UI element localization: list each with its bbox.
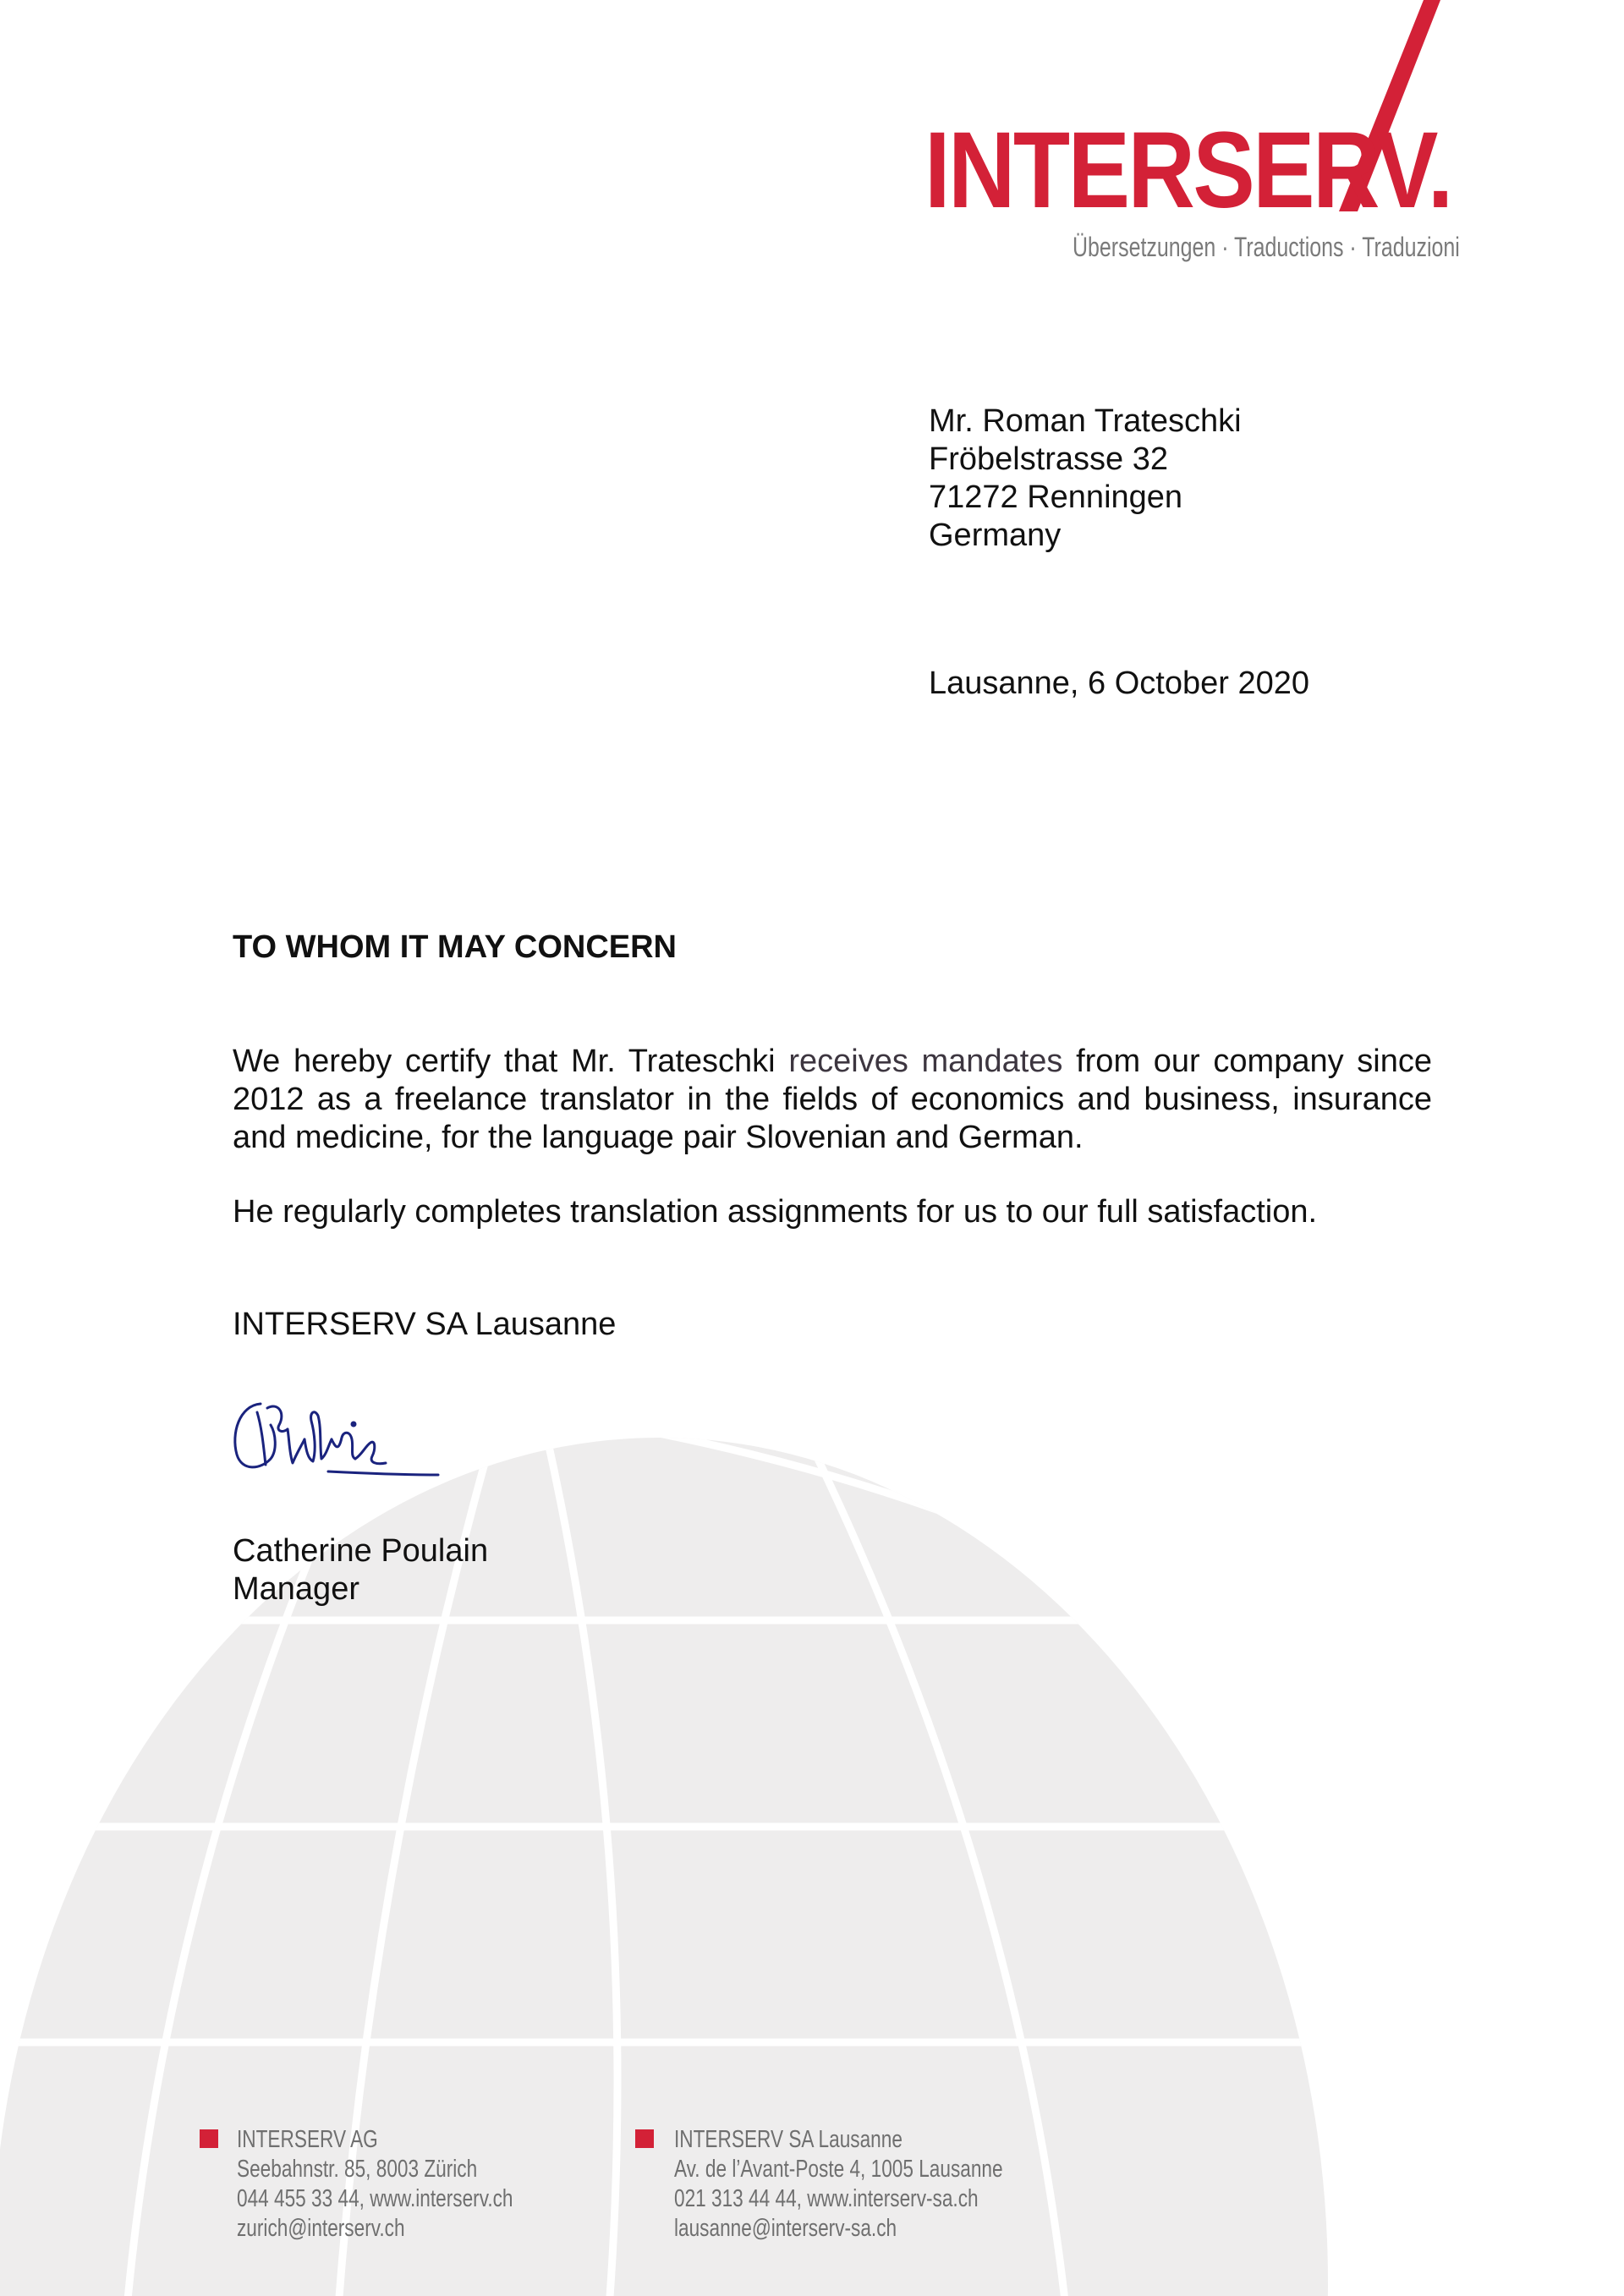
recipient-country: Germany: [929, 518, 1062, 553]
signer-name: Catherine Poulain: [233, 1533, 489, 1569]
footer-lausanne-company: INTERSERV SA Lausanne: [674, 2126, 903, 2153]
footer-zurich-email: zurich@interserv.ch: [237, 2215, 405, 2242]
body-text-end: from our company since 2012 as a freelance translator in the fields of economics and business, insurance and medicine, for the language pair Slovenian and German.: [233, 1044, 1432, 1155]
footer-zurich-phone-web: 044 455 33 44, www.interserv.ch: [237, 2185, 513, 2212]
company-logo: [918, 0, 1460, 279]
signer-title: Manager: [233, 1571, 359, 1607]
body-text-highlight: receives mandates: [788, 1044, 1063, 1079]
signature-image: [227, 1387, 447, 1488]
footer-lausanne-email: lausanne@interserv-sa.ch: [674, 2215, 897, 2242]
recipient-street: Fröbelstrasse 32: [929, 441, 1169, 477]
footer-lausanne-address: Av. de l’Avant-Poste 4, 1005 Lausanne: [674, 2156, 1003, 2183]
recipient-name: Mr. Roman Trateschki: [929, 403, 1242, 439]
body-paragraph-1: [233, 1043, 1432, 1157]
recipient-address: [929, 403, 1242, 555]
footer-zurich-address: Seebahnstr. 85, 8003 Zürich: [237, 2156, 478, 2183]
footer-zurich-company: INTERSERV AG: [237, 2126, 378, 2153]
company-signoff: INTERSERV SA Lausanne: [233, 1307, 617, 1342]
signer-block: [233, 1532, 488, 1608]
footer-bullet-square: [200, 2129, 218, 2148]
recipient-city: 71272 Renningen: [929, 479, 1183, 515]
logo-wordmark: INTERSERV.: [924, 110, 1451, 231]
body-paragraph-2: He regularly completes translation assignments for us to our full satisfaction.: [233, 1194, 1318, 1230]
footer-zurich-office: [237, 2125, 591, 2244]
footer-lausanne-office: [674, 2125, 1095, 2244]
logo-tagline: Übersetzungen · Traductions · Traduzioni: [1073, 232, 1460, 262]
footer-bullet-square: [635, 2129, 654, 2148]
footer-lausanne-phone-web: 021 313 44 44, www.interserv-sa.ch: [674, 2185, 979, 2212]
body-text-start: We hereby certify that Mr. Trateschki: [233, 1044, 789, 1079]
letter-heading: TO WHOM IT MAY CONCERN: [233, 929, 677, 965]
letter-date: Lausanne, 6 October 2020: [929, 666, 1310, 701]
